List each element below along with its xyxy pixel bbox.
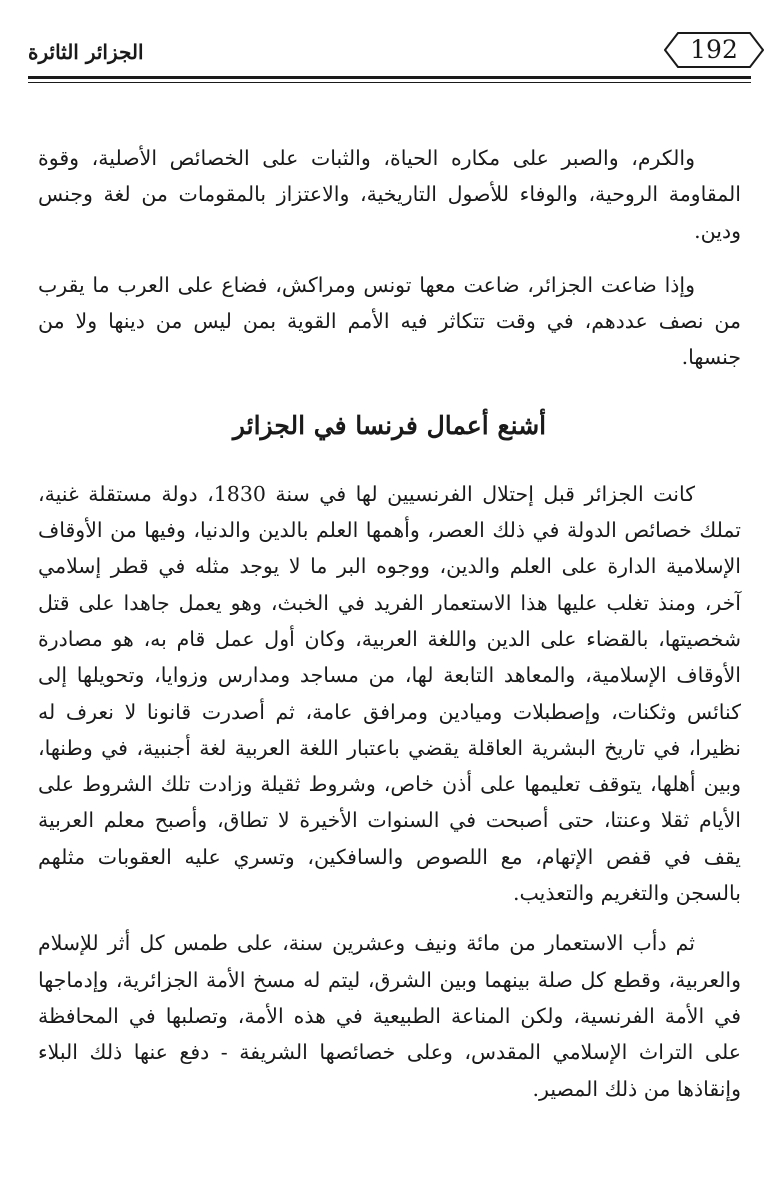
page-number-badge	[664, 32, 764, 68]
page-number: 192	[690, 35, 738, 64]
paragraph-2: وإذا ضاعت الجزائر، ضاعت معها تونس ومراكش، فضاع على العرب ما يقرب من نصف عددهم، في وقت تتكاثر فيه الأمم القوية بمن ليس من دينها ولا من جنسها.	[38, 272, 741, 370]
paragraph-3: كانت الجزائر قبل إحتلال الفرنسيين لها في سنة 1830، دولة مستقلة غنية، تملك خصائص الدولة في ذلك العصر، وأهمها العلم بالدين والدنيا، وفيها من الأوقاف الإسلامية الدارة على العلم والدين، ووجوه البر ما لا يوجد مثله في قطر إسلامي آخر، ومنذ تغلب عليها هذا الاستعمار الفريد في الخبث، وهو يعمل جاهدا على قتل شخصيتها، بالقضاء على الدين واللغة العربية، وكان أول عمل قام به، هو مصادرة الأوقاف الإسلامية، والمعاهد التابعة لها، من مساجد ومدارس وزوايا، وتحويلها إلى كنائس وثكنات، وإصطبلات وميادين ومرافق عامة، ثم أصدرت قانونا لا نعرف له نظيرا، في تاريخ البشرية العاقلة يقضي باعتبار اللغة العربية لغة أجنبية، في وطنها، وبين أهلها، يتوقف تعليمها على أذن خاص، وشروط ثقيلة وزادت تلك الشروط على الأيام ثقلا وعنتا، حتى أصبحت في السنوات الأخيرة لا تطاق، وأصبح معلم العربية يقف في قفص الإتهام، مع اللصوص والسافكين، وتسري عليه العقوبات مثلهم بالسجن والتغريم والتعذيب.	[38, 481, 741, 906]
paragraph-1: والكرم، والصبر على مكاره الحياة، والثبات على الخصائص الأصلية، وقوة المقاومة الروحية، والوفاء للأصول التاريخية، والاعتزاز بالمقومات من لغة وجنس ودين.	[38, 146, 741, 243]
header-rule-thin	[28, 82, 751, 83]
page-header	[28, 20, 751, 78]
section-heading: أشنع أعمال فرنسا في الجزائر	[232, 410, 547, 440]
running-title: الجزائر الثائرة	[28, 40, 144, 64]
paragraph-4: ثم دأب الاستعمار من مائة ونيف وعشرين سنة، على طمس كل أثر للإسلام والعربية، وقطع كل صلة بينهما وبين الشرق، ليتم له مسخ الأمة الجزائرية، وإدماجها في الأمة الفرنسية، ولكن المناعة الطبيعية في هذه الأمة، وتصلبها في المحافظة على التراث الإسلامي المقدس، وعلى خصائصها الشريفة - دفع عنها ذلك البلاء وإنقاذها من ذلك المصير.	[38, 931, 741, 1101]
page-body	[38, 140, 741, 1107]
header-rule-thick	[28, 76, 751, 79]
